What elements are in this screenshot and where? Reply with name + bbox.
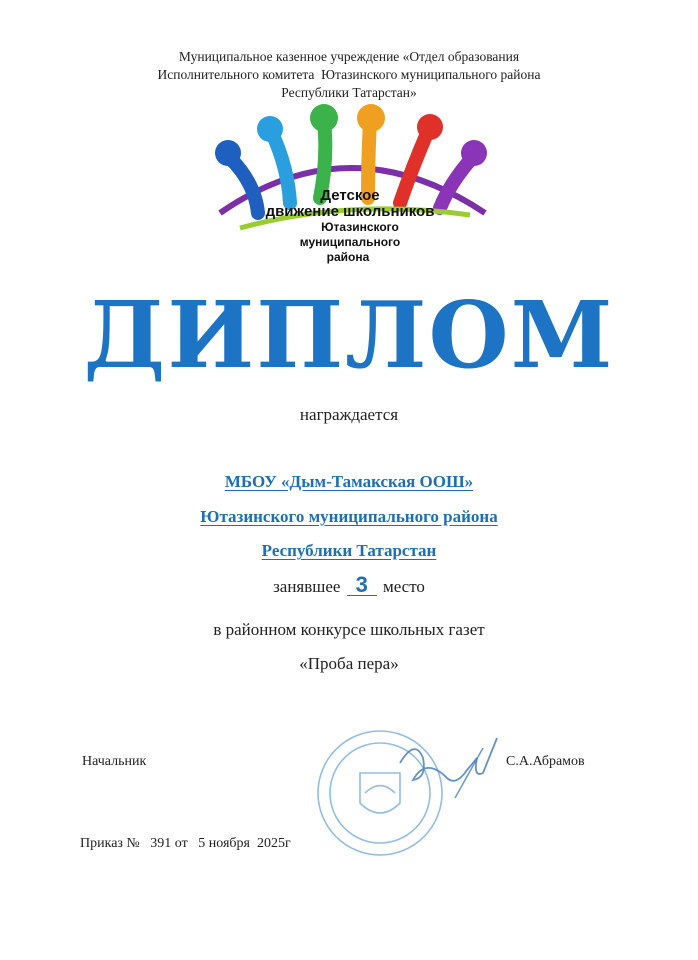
logo-arm-lightblue xyxy=(272,133,290,203)
organization-line-3: Республики Татарстан xyxy=(261,541,437,560)
contest-line: в районном конкурсе школьных газет xyxy=(213,620,485,639)
logo-arm-red xyxy=(400,131,428,203)
logo-hand-blue xyxy=(215,140,241,166)
logo-hand-red xyxy=(417,114,443,140)
place-suffix: место xyxy=(382,577,425,596)
issuer-line-1: Муниципальное казенное учреждение «Отдел образования xyxy=(178,49,520,64)
issuer-line-2: Исполнительного комитета Ютазинского муниципального района xyxy=(157,67,541,82)
stamp-emblem-detail xyxy=(365,786,395,794)
contest-name: «Проба пера» xyxy=(299,654,399,673)
official-stamp xyxy=(305,718,505,868)
order-line xyxy=(80,836,291,852)
logo-text-4: муниципального xyxy=(299,235,401,249)
diploma-title: ДИПЛОМ xyxy=(83,281,615,389)
awarded-text: награждается xyxy=(299,405,399,424)
stamp-outer-ring xyxy=(318,731,442,855)
organization-line-1: МБОУ «Дым-Тамакская ООШ» xyxy=(224,472,474,491)
stamp-inner-ring xyxy=(330,743,430,843)
issuer-header xyxy=(0,48,698,102)
order-number: 391 xyxy=(150,836,172,851)
logo-hand-orange xyxy=(357,104,385,132)
logo-text-3: Ютазинского xyxy=(321,220,399,234)
signature-scribble xyxy=(400,738,497,781)
signatory-name: С.А.Абрамов xyxy=(506,754,585,769)
order-from: от xyxy=(174,836,188,851)
logo-text-2: движение школьников xyxy=(265,203,435,220)
issuer-line-3: Республики Татарстан» xyxy=(281,85,417,100)
logo-hand-green xyxy=(310,104,338,132)
logo-text-5: района xyxy=(326,250,370,264)
logo-text-1: Детское xyxy=(320,187,380,204)
place-number: 3 xyxy=(347,575,377,596)
logo-hand-lightblue xyxy=(257,116,283,142)
place-prefix: занявшее xyxy=(273,577,341,596)
organization-line-2: Ютазинского муниципального района xyxy=(200,507,498,526)
signatory-role: Начальник xyxy=(82,754,147,769)
place-line xyxy=(0,572,698,597)
order-date: 5 ноября 2025г xyxy=(198,836,291,851)
order-label: Приказ № xyxy=(80,836,140,851)
childrens-movement-logo xyxy=(200,103,500,273)
logo-hand-purple xyxy=(461,140,487,166)
